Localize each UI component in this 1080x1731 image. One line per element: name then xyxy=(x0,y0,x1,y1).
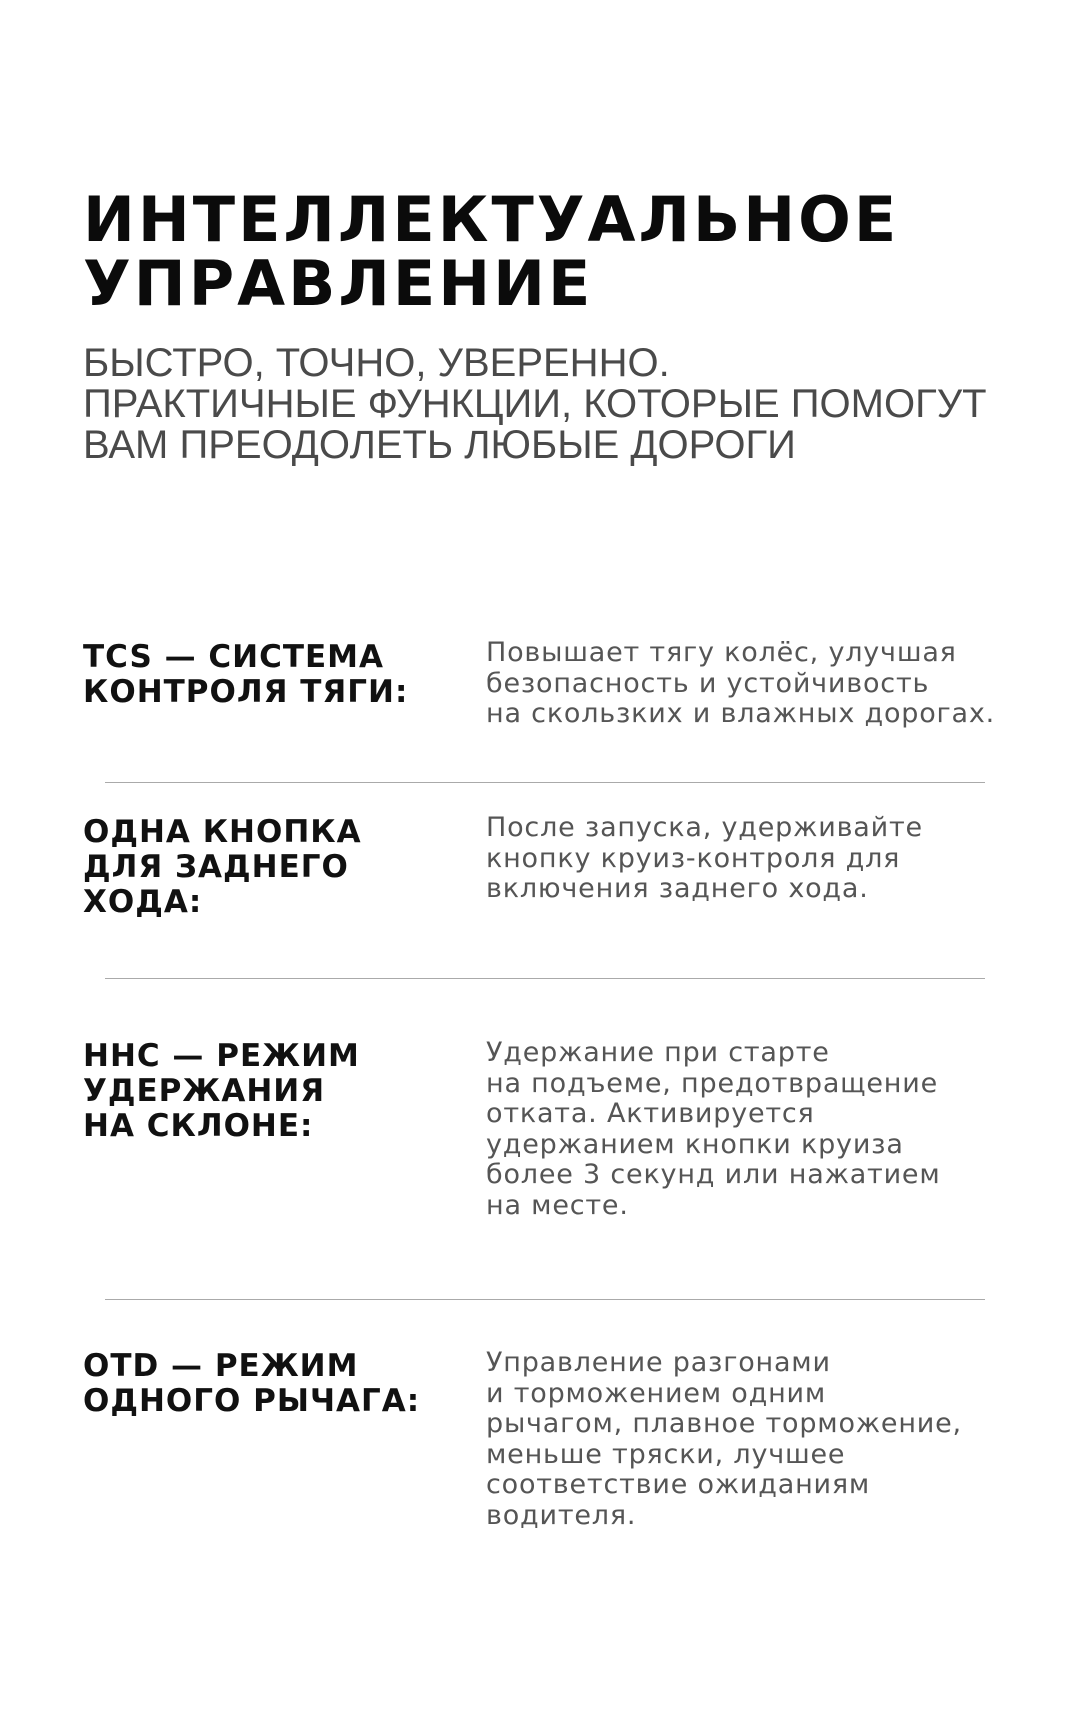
feature-label-reverse-button: ОДНА КНОПКА ДЛЯ ЗАДНЕГО ХОДА: xyxy=(83,814,362,920)
feature-description-reverse-button: После запуска, удерживайте кнопку круиз-контроля для включения заднего хода. xyxy=(486,812,923,904)
feature-description-hhc: Удержание при старте на подъеме, предотвращение отката. Активируется удержанием кнопки круиза более 3 секунд или нажатием на месте. xyxy=(486,1037,941,1221)
page-title: ИНТЕЛЛЕКТУАЛЬНОЕ УПРАВЛЕНИЕ xyxy=(83,183,900,320)
divider xyxy=(105,782,985,783)
page-subtitle: БЫСТРО, ТОЧНО, УВЕРЕННО. ПРАКТИЧНЫЕ ФУНКЦИИ, КОТОРЫЕ ПОМОГУТ ВАМ ПРЕОДОЛЕТЬ ЛЮБЫЕ ДОРОГИ xyxy=(83,341,987,467)
divider xyxy=(105,1299,985,1300)
feature-label-tcs: TCS — СИСТЕМА КОНТРОЛЯ ТЯГИ: xyxy=(83,639,409,710)
feature-label-hhc: HHC — РЕЖИМ УДЕРЖАНИЯ НА СКЛОНЕ: xyxy=(83,1038,360,1144)
feature-label-otd: OTD — РЕЖИМ ОДНОГО РЫЧАГА: xyxy=(83,1348,421,1419)
feature-description-otd: Управление разгонами и торможением одним рычагом, плавное торможение, меньше тряски, лучшее соответствие ожиданиям водителя. xyxy=(486,1347,962,1531)
divider xyxy=(105,978,985,979)
feature-description-tcs: Повышает тягу колёс, улучшая безопасность и устойчивость на скользких и влажных дорогах. xyxy=(486,637,996,729)
